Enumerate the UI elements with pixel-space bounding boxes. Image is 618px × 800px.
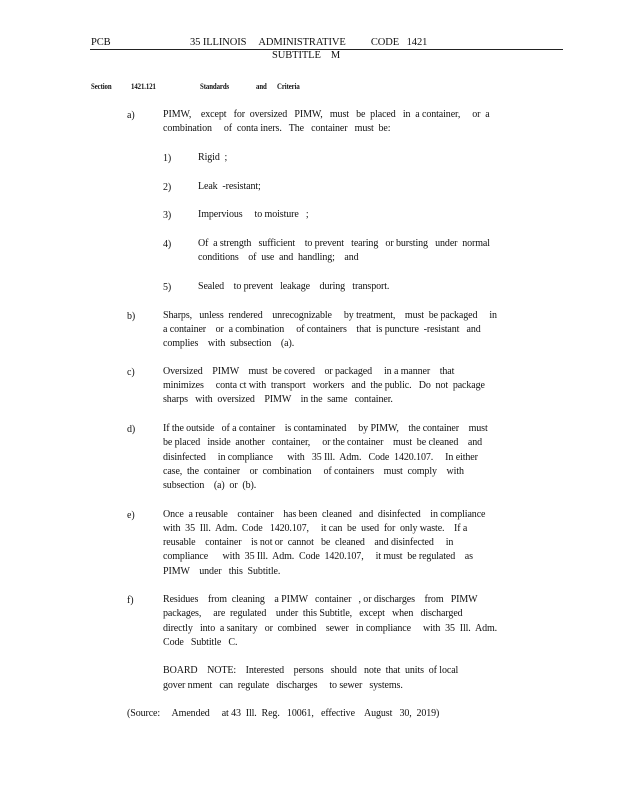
item-5-text: Sealed to prevent leakage during transport. — [198, 281, 390, 292]
paragraph-a-line: combination of conta iners. The container must be: — [163, 123, 391, 134]
paragraph-f-label: f) — [127, 595, 134, 606]
paragraph-a-label: a) — [127, 110, 135, 121]
paragraph-b-line: Sharps, unless rendered unrecognizable by treatment, must be packaged in — [163, 310, 497, 321]
paragraph-c-line: Oversized PIMW must be covered or packaged in a manner that — [163, 366, 455, 377]
item-4-label: 4) — [163, 239, 172, 250]
source-note: (Source: Amended at 43 Ill. Reg. 10061, effective August 30, 2019) — [127, 708, 440, 719]
paragraph-d-label: d) — [127, 424, 136, 435]
paragraph-f-line: Residues from cleaning a PIMW container , or discharges from PIMW — [163, 594, 478, 605]
item-1-text: Rigid ; — [198, 152, 228, 163]
paragraph-c-line: sharps with oversized PIMW in the same container. — [163, 394, 393, 405]
subtitle: SUBTITLE M — [272, 50, 341, 61]
paragraph-e-line: PIMW under this Subtitle. — [163, 566, 281, 577]
item-4-text: Of a strength sufficient to prevent tearing or bursting under normal — [198, 238, 490, 249]
item-4-text: conditions of use and handling; and — [198, 252, 359, 263]
item-3-label: 3) — [163, 210, 172, 221]
item-2-text: Leak -resistant; — [198, 181, 261, 192]
paragraph-e-line: with 35 Ill. Adm. Code 1420.107, it can be used for only waste. If a — [163, 523, 468, 534]
paragraph-e-line: reusable container is not or cannot be cleaned and disinfected in — [163, 537, 454, 548]
section-title-word2: and — [256, 82, 267, 91]
board-note-line: gover nment can regulate discharges to sewer systems. — [163, 680, 403, 691]
paragraph-f-line: packages, are regulated under this Subtitle, except when discharged — [163, 608, 463, 619]
paragraph-d-line: If the outside of a container is contaminated by PIMW, the container must — [163, 423, 488, 434]
section-label: Section — [91, 82, 112, 91]
item-3-text: Impervious to moisture ; — [198, 209, 309, 220]
item-1-label: 1) — [163, 153, 172, 164]
paragraph-b-label: b) — [127, 311, 136, 322]
paragraph-b-line: a container or a combination of containers that is puncture -resistant and — [163, 324, 481, 335]
section-title-word3: Criteria — [277, 82, 300, 91]
code-title: 35 ILLINOIS ADMINISTRATIVE CODE 1421 — [190, 37, 428, 48]
paragraph-a-line: PIMW, except for oversized PIMW, must be placed in a container, or a — [163, 109, 490, 120]
board-note-line: BOARD NOTE: Interested persons should note that units of local — [163, 665, 459, 676]
item-2-label: 2) — [163, 182, 172, 193]
paragraph-c-line: minimizes conta ct with transport workers and the public. Do not package — [163, 380, 485, 391]
item-5-label: 5) — [163, 282, 172, 293]
paragraph-c-label: c) — [127, 367, 135, 378]
paragraph-d-line: disinfected in compliance with 35 Ill. Adm. Code 1420.107. In either — [163, 452, 478, 463]
paragraph-e-label: e) — [127, 510, 135, 521]
paragraph-b-line: complies with subsection (a). — [163, 338, 295, 349]
paragraph-e-line: compliance with 35 Ill. Adm. Code 1420.107, it must be regulated as — [163, 551, 473, 562]
paragraph-d-line: be placed inside another container, or the container must be cleaned and — [163, 437, 483, 448]
section-number: 1421.121 — [131, 82, 156, 91]
paragraph-f-line: directly into a sanitary or combined sewer in compliance with 35 Ill. Adm. — [163, 623, 498, 634]
agency-label: PCB — [91, 37, 111, 48]
paragraph-d-line: case, the container or combination of containers must comply with — [163, 466, 464, 477]
paragraph-f-line: Code Subtitle C. — [163, 637, 238, 648]
section-title-word1: Standards — [200, 82, 230, 91]
paragraph-d-line: subsection (a) or (b). — [163, 480, 257, 491]
paragraph-e-line: Once a reusable container has been cleaned and disinfected in compliance — [163, 509, 486, 520]
